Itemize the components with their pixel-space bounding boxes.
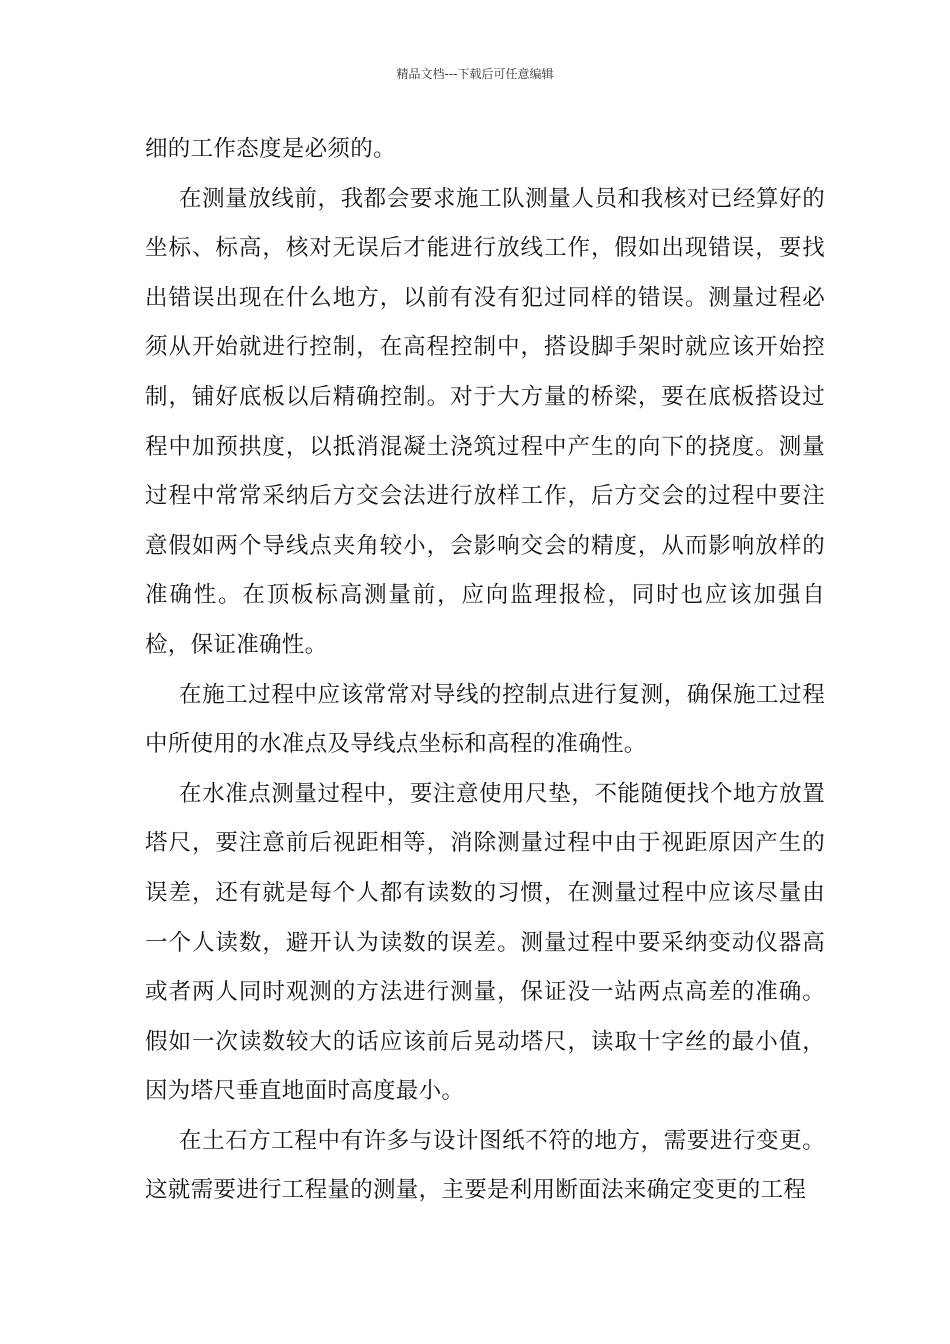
page-header: 精品文档---下载后可任意编辑 — [396, 67, 554, 81]
paragraph-earthwork: 在土石方工程中有许多与设计图纸不符的地方，需要进行变更。这就需要进行工程量的测量，主要是利用断面法来确定变更的工程 — [145, 1127, 825, 1204]
paragraph-survey-setout: 在测量放线前，我都会要求施工队测量人员和我核对已经算好的坐标、标高，核对无误后才能进行放线工作，假如出现错误，要找出错误出现在什么地方，以前有没有犯过同样的错误。测量过程必须从开始就进行控制，在高程控制中，搭设脚手架时就应该开始控制，铺好底板以后精确控制。对于大方量的桥梁，要在底板搭设过程中加预拱度，以抵消混凝土浇筑过程中产生的向下的挠度。测量过程中常常采纳后方交会法进行放样工作，后方交会的过程中要注意假如两个导线点夹角较小，会影响交会的精度，从而影响放样的准确性。在顶板标高测量前，应向监理报检，同时也应该加强自检，保证准确性。 — [145, 185, 825, 658]
paragraph-continuation: 细的工作态度是必须的。 — [145, 136, 396, 162]
document-body — [145, 125, 825, 1216]
paragraph-leveling: 在水准点测量过程中，要注意使用尺垫，不能随便找个地方放置塔尺，要注意前后视距相等，消除测量过程中由于视距原因产生的误差，还有就是每个人都有读数的习惯，在测量过程中应该尽量由一个人读数，避开认为读数的误差。测量过程中要采纳变动仪器高或者两人同时观测的方法进行测量，保证没一站两点高差的准确。假如一次读数较大的话应该前后晃动塔尺，读取十字丝的最小值，因为塔尺垂直地面时高度最小。 — [145, 780, 825, 1105]
paragraph-control-points: 在施工过程中应该常常对导线的控制点进行复测，确保施工过程中所使用的水准点及导线点坐标和高程的准确性。 — [145, 681, 825, 758]
